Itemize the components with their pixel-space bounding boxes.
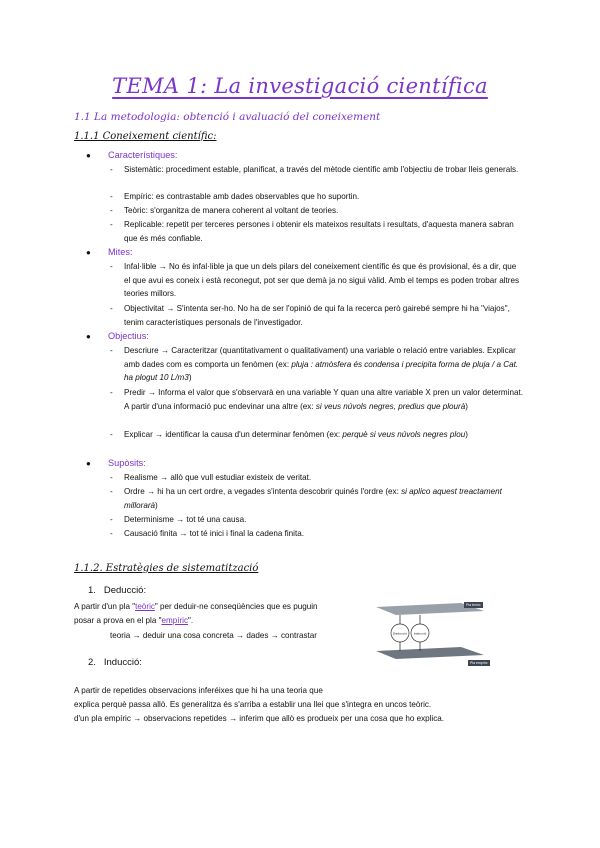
bottom-plane (376, 647, 484, 659)
bullet-mites: ● Mites: (86, 247, 133, 257)
circle-left-label: Deducció (393, 631, 407, 636)
tag-bottom: Pla empíric (470, 661, 488, 665)
list-item: - Predir → Informa el valor que s'observarà en una variable Y quan una altre variable X pren un valor determinat. A partir d'una informació puc endevinar una altre (ex: si veus núvols negres, predius que plourà) (110, 388, 523, 411)
list-item: - Empíric: es contrastable amb dades observables que ho suportin. (110, 192, 360, 201)
list-item: - Ordre → hi ha un cert ordre, a vegades s'intenta descobrir quinés l'ordre (ex: si aplico aquest treactament millorarà) (110, 487, 502, 510)
bullet-suposits: ● Supòsits: (86, 458, 146, 468)
subsection-heading-1: 1.1.1 Coneixement científic: (74, 131, 217, 142)
list-item: - Objectivitat → S'intenta ser-ho. No ha de ser l'opinió de qui fa la recerca però gairebé sempre hi ha "viajos", tenim característiques personals de l'investigador. (110, 304, 510, 327)
deduccio-flow: teoria → deduir una cosa concreta → dades → contrastar (110, 631, 317, 640)
bullet-dot: ● (86, 151, 91, 160)
induccio-text-1: A partir de repetides observacions inferéixes que hi ha una teoria que (74, 686, 323, 695)
subsection-heading-2: 1.1.2. Estratègies de sistematització (74, 563, 259, 574)
diagram-svg (376, 599, 496, 669)
list-item: - Descriure → Caracteritzar (quantitativament o qualitativament) una variable o relació entre variables. Explicar amb dades com es comporta un fenòmen (ex: pluja : atmòsfera és condensa i precipita forma de pluja / a Cat. ha plogut 10 L/m3) (110, 346, 519, 383)
deduccio-heading: 1. Deducció: (88, 585, 147, 596)
induccio-text-3: d'un pla empíric → observacions repetides → inferim que allò es produeix per una cosa que ho explica. (74, 714, 445, 723)
list-item: - Determinisme → tot té una causa. (110, 515, 247, 524)
method-diagram (376, 599, 496, 669)
list-item: - Explicar → identificar la causa d'un determinar fenòmen (ex: perquè si veus núvols negres plou) (110, 430, 468, 439)
bullet-objectius: ● Objectius: (86, 331, 149, 341)
list-item: - Teòric: s'organitza de manera coherent al voltant de teories. (110, 206, 339, 215)
page-title: TEMA 1: La investigació científica (112, 74, 488, 98)
list-item: - Sistemàtic: procediment estable, planificat, a través del mètode científic amb l'objectiu de trobar lleis generals. (110, 165, 519, 174)
circle-right-label: Inducció (413, 631, 427, 636)
list-item: - Causació finita → tot té inici i final la cadena finita. (110, 529, 304, 538)
tag-top: Pla teòric (466, 603, 481, 607)
list-item: - Replicable: repetit per terceres persones i obtenir els mateixos resultats i resultats, d'aquesta manera sabran que és més confiable. (110, 220, 514, 243)
section-heading: 1.1 La metodologia: obtenció i avaluació del coneixement (74, 111, 381, 123)
deduccio-text-2: posar a prova en el pla "empíric". (74, 616, 194, 625)
list-item: - Infal·lible → No és infal·lible ja que un dels pilars del coneixement científic és que és provisional, és a dir, que el que avui es coneix i està reconegut, pot ser que demà ja no sigui vàlid. Amb el temps es poden trobar altres teories millors. (110, 262, 520, 299)
list-item: - Realisme → allò que vull estudiar existeix de veritat. (110, 473, 312, 482)
induccio-heading: 2. Inducció: (88, 657, 142, 668)
induccio-text-2: explica perquè passa allò. Es generalitza és s'arriba a establir una llei que s'integra en uncos teòric. (74, 700, 432, 709)
bullet-caracteristiques: ● Característiques: (86, 150, 178, 160)
deduccio-text-1: A partir d'un pla "teòric" per deduir-ne conseqüències que es puguin (74, 602, 318, 611)
